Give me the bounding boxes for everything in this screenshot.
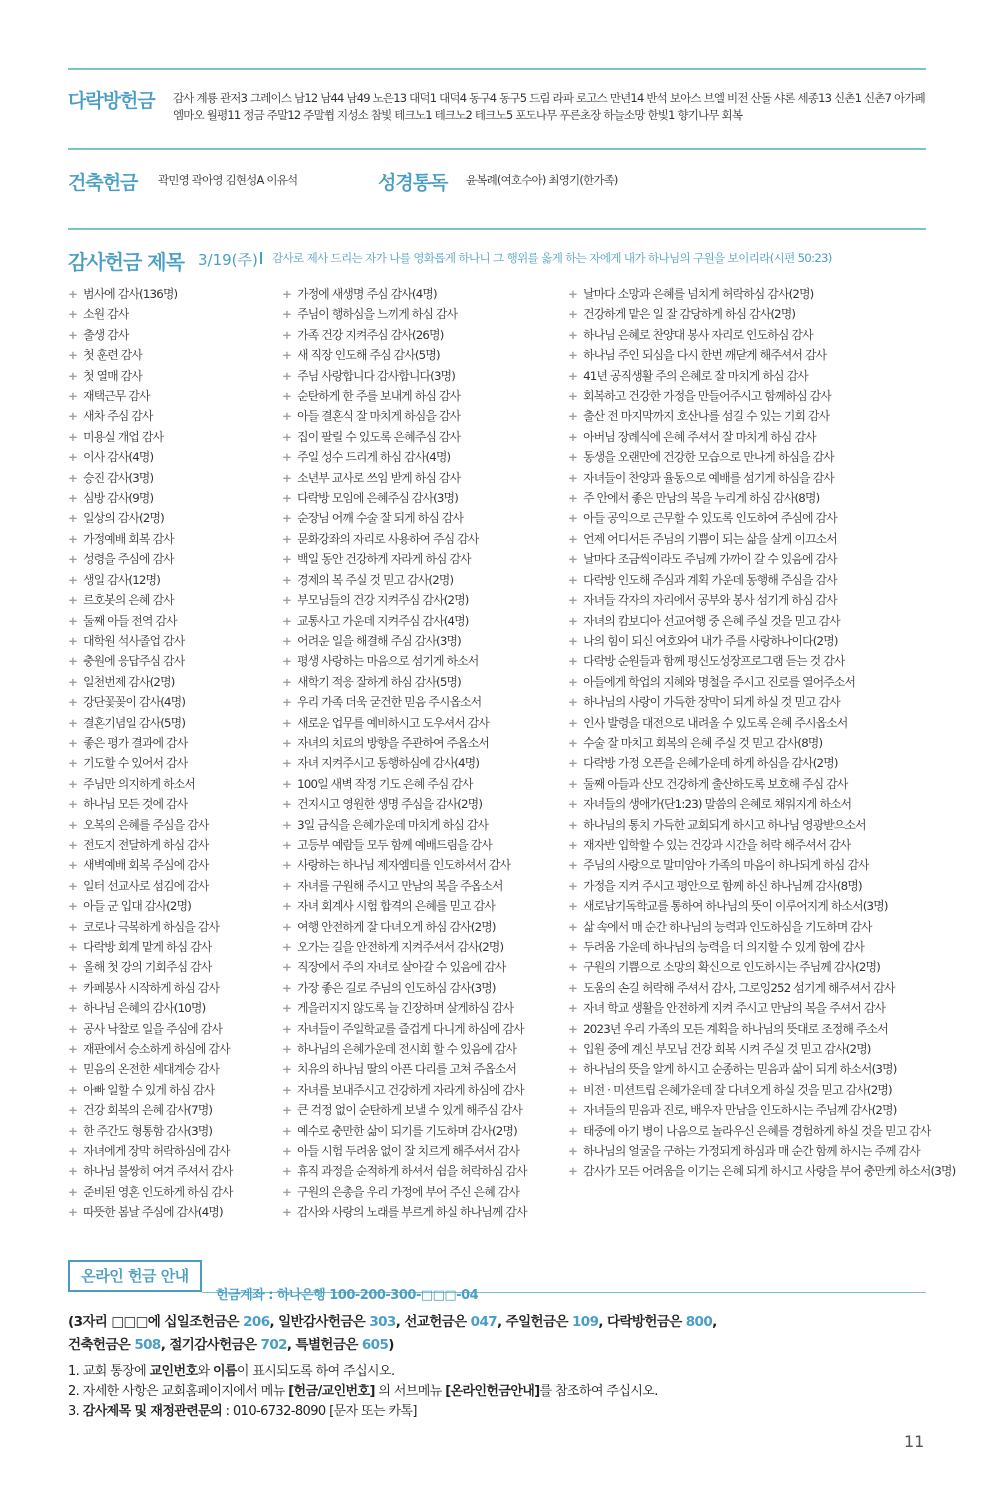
building-offering-names: 곽민영 곽아영 김현성A 이유석 xyxy=(158,173,298,187)
thanks-item: + 태중에 아기 병이 나음으로 놀라우신 은혜를 경험하게 하실 것을 믿고 감사 xyxy=(568,1121,955,1141)
online-offering-heading-box xyxy=(68,1260,202,1292)
text-segment: , 다락방헌금은 xyxy=(598,1314,686,1330)
thanks-offering-title: 감사헌금 제목 xyxy=(68,250,184,274)
text-segment: : 010-6732-8090 [문자 또는 카톡] xyxy=(222,1404,417,1419)
thanks-item: + 입원 중에 계신 부모님 건강 회복 시켜 주실 것 믿고 감사(2명) xyxy=(568,1039,955,1059)
thanks-item: + 새벽예배 회복 주심에 감사 xyxy=(68,855,233,875)
highlighted-text: 800 xyxy=(685,1314,713,1330)
thanks-item: + 다락방 회계 맡게 하심 감사 xyxy=(68,937,233,957)
thanks-item: + 수술 잘 마치고 회복의 은혜 주실 것 믿고 감사(8명) xyxy=(568,733,955,753)
thanks-item: + 자녀들이 주일학교를 즐겁게 다니게 하심에 감사 xyxy=(282,1019,527,1039)
thanks-item: + 새학기 적응 잘하게 하심 감사(5명) xyxy=(282,672,527,692)
thanks-item: + 새 직장 인도해 주심 감사(5명) xyxy=(282,345,527,365)
thanks-item: + 아버님 장례식에 은혜 주셔서 잘 마치게 하심 감사 xyxy=(568,427,955,447)
thanks-item: + 직장에서 주의 자녀로 살아갈 수 있음에 감사 xyxy=(282,957,527,977)
thanks-item: + 날마다 조금씩이라도 주님께 가까이 갈 수 있음에 감사 xyxy=(568,549,955,569)
thanks-item: + 2023년 우리 가족의 모든 계획을 하나님의 뜻대로 조정해 주소서 xyxy=(568,1019,955,1039)
thanks-item: + 건강 회복의 은혜 감사(7명) xyxy=(68,1100,233,1120)
thanks-item: + 자녀들이 찬양과 율동으로 예배를 섬기게 하심을 감사 xyxy=(568,468,955,488)
thanks-offering-date: 3/19(주) xyxy=(198,251,258,269)
thanks-item: + 주님의 사랑으로 말미암아 가족의 마음이 하나되게 하심 감사 xyxy=(568,855,955,875)
thanks-item: + 충원에 응답주심 감사 xyxy=(68,651,233,671)
thanks-item: + 카페봉사 시작하게 하심 감사 xyxy=(68,978,233,998)
thanks-item: + 다락방 인도해 주심과 계획 가운데 동행해 주심을 감사 xyxy=(568,570,955,590)
thanks-list-column-1 xyxy=(68,284,233,1223)
thanks-item: + 첫 열매 감사 xyxy=(68,366,233,386)
thanks-item: + 재택근무 감사 xyxy=(68,386,233,406)
thanks-item: + 코로나 극복하게 하심을 감사 xyxy=(68,917,233,937)
thanks-item: + 믿음의 온전한 세대계승 감사 xyxy=(68,1059,233,1079)
thanks-item: + 회복하고 건강한 가정을 만들어주시고 함께하심 감사 xyxy=(568,386,955,406)
thanks-item: + 하나님의 뜻을 알게 하시고 순종하는 믿음과 삶이 되게 하소서(3명) xyxy=(568,1059,955,1079)
thanks-item: + 오복의 은혜를 주심을 감사 xyxy=(68,815,233,835)
thanks-item: + 이사 감사(4명) xyxy=(68,447,233,467)
thanks-item: + 주일 성수 드리게 하심 감사(4명) xyxy=(282,447,527,467)
text-segment: , 일반감사헌금은 xyxy=(269,1314,370,1330)
instruction-note-2 xyxy=(68,1380,658,1399)
divider-after-building xyxy=(68,228,926,230)
highlighted-text: 이름 xyxy=(212,1364,237,1379)
thanks-item: + 따뜻한 봄날 주심에 감사(4명) xyxy=(68,1202,233,1222)
thanks-item: + 평생 사랑하는 마음으로 섬기게 하소서 xyxy=(282,651,527,671)
thanks-item: + 승진 감사(3명) xyxy=(68,468,233,488)
thanks-item: + 출산 전 마지막까지 호산나를 섬길 수 있는 기회 감사 xyxy=(568,406,955,426)
thanks-item: + 둘째 아들과 산모 건강하게 출산하도록 보호해 주심 감사 xyxy=(568,774,955,794)
thanks-item: + 가정을 지켜 주시고 평안으로 함께 하신 하나님께 감사(8명) xyxy=(568,876,955,896)
highlighted-text: 206 xyxy=(243,1314,270,1330)
darakbang-offering-names xyxy=(173,90,925,124)
thanks-item: + 전도지 전달하게 하심 감사 xyxy=(68,835,233,855)
thanks-item: + 가족 건강 지켜주심 감사(26명) xyxy=(282,325,527,345)
thanks-item: + 좋은 평가 결과에 감사 xyxy=(68,733,233,753)
thanks-item: + 출생 감사 xyxy=(68,325,233,345)
highlighted-text: 감사제목 및 재정관련문의 xyxy=(82,1404,223,1419)
thanks-item: + 재판에서 승소하게 하심에 감사 xyxy=(68,1039,233,1059)
thanks-item: + 고등부 예람들 모두 함께 예배드림을 감사 xyxy=(282,835,527,855)
thanks-item: + 가정예배 회복 감사 xyxy=(68,529,233,549)
thanks-item: + 하나님 은혜로 찬양대 봉사 자리로 인도하심 감사 xyxy=(568,325,955,345)
thanks-item: + 인사 발령을 대전으로 내려올 수 있도록 은혜 주시옵소서 xyxy=(568,713,955,733)
thanks-item: + 하나님 모든 것에 감사 xyxy=(68,794,233,814)
thanks-item: + 아들 공익으로 근무할 수 있도록 인도하여 주심에 감사 xyxy=(568,508,955,528)
thanks-item: + 생일 감사(12명) xyxy=(68,570,233,590)
thanks-item: + 새로남기독학교를 통하여 하나님의 뜻이 이루어지게 하소서(3명) xyxy=(568,896,955,916)
thanks-item: + 자녀들의 생애가(단1:23) 말씀의 은혜로 채워지게 하소서 xyxy=(568,794,955,814)
thanks-item: + 재자반 입학할 수 있는 건강과 시간을 허락 해주셔서 감사 xyxy=(568,835,955,855)
thanks-item: + 하나님의 얼굴을 구하는 가정되게 하심과 매 순간 함께 하시는 주께 감사 xyxy=(568,1141,955,1161)
thanks-item: + 자녀 회계사 시험 합격의 은혜를 믿고 감사 xyxy=(282,896,527,916)
building-offering-title: 건축헌금 xyxy=(68,172,138,194)
thanks-item: + 첫 훈련 감사 xyxy=(68,345,233,365)
thanks-item: + 자녀에게 장막 허락하심에 감사 xyxy=(68,1141,233,1161)
thanks-item: + 동생을 오랜만에 건강한 모습으로 만나게 하심을 감사 xyxy=(568,447,955,467)
highlighted-text: 702 xyxy=(260,1337,287,1353)
text-segment: 이 표시되도록 하여 주십시오. xyxy=(236,1364,395,1379)
thanks-item: + 새로운 업무를 예비하시고 도우셔서 감사 xyxy=(282,713,527,733)
thanks-item: + 다락방 순원들과 함께 평신도성장프로그램 듣는 것 감사 xyxy=(568,651,955,671)
highlighted-text: 605 xyxy=(361,1337,389,1353)
thanks-item: + 날마다 소망과 은혜를 넘치게 허락하심 감사(2명) xyxy=(568,284,955,304)
thanks-item: + 게을러지지 않도록 늘 긴장하며 살게하심 감사 xyxy=(282,998,527,1018)
highlighted-text: [온라인헌금안내] xyxy=(445,1384,540,1399)
top-divider xyxy=(68,68,926,70)
text-segment: ) xyxy=(388,1337,394,1353)
thanks-item: + 주 안에서 좋은 만남의 복을 누리게 하심 감사(8명) xyxy=(568,488,955,508)
thanks-item: + 100일 새벽 작정 기도 은혜 주심 감사 xyxy=(282,774,527,794)
thanks-item: + 다락방 모임에 은혜주심 감사(3명) xyxy=(282,488,527,508)
thanks-offering-verse: 감사로 제사 드리는 자가 나를 영화롭게 하나니 그 행위를 옳게 하는 자에게 내가 하나님의 구원을 보이리라(시편 50:23) xyxy=(272,251,832,265)
thanks-item: + 강단꽃꽂이 감사(4명) xyxy=(68,692,233,712)
thanks-item: + 한 주간도 형통함 감사(3명) xyxy=(68,1121,233,1141)
thanks-item: + 감사와 사랑의 노래를 부르게 하실 하나님께 감사 xyxy=(282,1202,527,1222)
thanks-item: + 심방 감사(9명) xyxy=(68,488,233,508)
thanks-item: + 자녀 학교 생활을 안전하게 지켜 주시고 만남의 복을 주셔서 감사 xyxy=(568,998,955,1018)
thanks-item: + 공사 낙찰로 일을 주심에 감사 xyxy=(68,1019,233,1039)
thanks-item: + 일천번제 감사(2명) xyxy=(68,672,233,692)
thanks-item: + 자녀를 구원해 주시고 만남의 복을 주옵소서 xyxy=(282,876,527,896)
thanks-item: + 범사에 감사(136명) xyxy=(68,284,233,304)
instruction-note-3 xyxy=(68,1400,417,1419)
highlighted-text: 109 xyxy=(571,1314,599,1330)
page-number: 11 xyxy=(904,1432,925,1451)
thanks-item: + 삶 속에서 매 순간 하나님의 능력과 인도하심을 기도하며 감사 xyxy=(568,917,955,937)
thanks-item: + 순탄하게 한 주를 보내게 하심 감사 xyxy=(282,386,527,406)
text-segment: 와 xyxy=(197,1364,213,1379)
thanks-item: + 건지시고 영원한 생명 주심을 감사(2명) xyxy=(282,794,527,814)
thanks-list-column-2 xyxy=(282,284,527,1223)
highlighted-text: 047 xyxy=(470,1314,498,1330)
thanks-item: + 오가는 길을 안전하게 지켜주셔서 감사(2명) xyxy=(282,937,527,957)
bible-reading-names: 윤복례(여호수아) 최영기(한가족) xyxy=(466,173,618,187)
text-segment: , 특별헌금은 xyxy=(286,1337,362,1353)
thanks-item: + 우리 가족 더욱 굳건한 믿음 주시옵소서 xyxy=(282,692,527,712)
thanks-item: + 건강하게 맡은 일 잘 감당하게 하심 감사(2명) xyxy=(568,304,955,324)
thanks-item: + 나의 힘이 되신 여호와여 내가 주를 사랑하나이다(2명) xyxy=(568,631,955,651)
highlighted-text: 303 xyxy=(369,1314,396,1330)
darakbang-offering-title: 다락방헌금 xyxy=(68,90,155,112)
thanks-item: + 순장님 어깨 수술 잘 되게 하심 감사 xyxy=(282,508,527,528)
thanks-item: + 감사가 모든 어려움을 이기는 은혜 되게 하시고 사랑을 부어 충만케 하소서(3명) xyxy=(568,1161,955,1181)
thanks-item: + 자녀들 각자의 자리에서 공부와 봉사 섬기게 하심 감사 xyxy=(568,590,955,610)
text-segment: , 주일헌금은 xyxy=(497,1314,572,1330)
thanks-item: + 사랑하는 하나님 제자엠티를 인도하셔서 감사 xyxy=(282,855,527,875)
darakbang-names-line-1: 감사 계룡 관저3 그레이스 남12 남44 남49 노은13 대덕1 대덕4 동구4 동구5 드림 라파 로고스 만년14 반석 보아스 브엘 비전 산돌 샤론 세종13 신촌1 신촌7 아가페 xyxy=(173,91,925,105)
highlighted-text: 508 xyxy=(134,1337,161,1353)
thanks-item: + 구원의 은총을 우리 가정에 부어 주신 은혜 감사 xyxy=(282,1182,527,1202)
thanks-item: + 둘째 아들 전역 감사 xyxy=(68,611,233,631)
thanks-item: + 교통사고 가운데 지켜주심 감사(4명) xyxy=(282,611,527,631)
thanks-item: + 하나님 주인 되심을 다시 한번 깨닫게 해주셔서 감사 xyxy=(568,345,955,365)
offering-codes-line-2 xyxy=(68,1333,394,1353)
thanks-item: + 결혼기념일 감사(5명) xyxy=(68,713,233,733)
title-separator-bar xyxy=(260,252,262,264)
text-segment: 2. 자세한 사항은 교회홈페이지에서 메뉴 xyxy=(68,1384,289,1399)
text-segment: , 절기감사헌금은 xyxy=(160,1337,261,1353)
thanks-item: + 아들 결혼식 잘 마치게 하심을 감사 xyxy=(282,406,527,426)
thanks-item: + 자녀들의 믿음과 진로, 배우자 만남을 인도하시는 주님께 감사(2명) xyxy=(568,1100,955,1120)
thanks-item: + 아들에게 학업의 지혜와 명철을 주시고 진로를 열어주소서 xyxy=(568,672,955,692)
thanks-item: + 비전 · 미션트립 은혜가운데 잘 다녀오게 하실 것을 믿고 감사(2명) xyxy=(568,1080,955,1100)
thanks-item: + 집이 팔릴 수 있도록 은혜주심 감사 xyxy=(282,427,527,447)
thanks-list-column-3 xyxy=(568,284,955,1182)
thanks-item: + 다락방 가정 오픈을 은혜가운데 하게 하심을 감사(2명) xyxy=(568,753,955,773)
thanks-item: + 르호봇의 은혜 감사 xyxy=(68,590,233,610)
thanks-item: + 하나님 은혜의 감사(10명) xyxy=(68,998,233,1018)
thanks-item: + 큰 걱정 없이 순탄하게 보낼 수 있게 해주심 감사 xyxy=(282,1100,527,1120)
thanks-item: + 예수로 충만한 삶이 되기를 기도하며 감사(2명) xyxy=(282,1121,527,1141)
bible-reading-title: 성경통독 xyxy=(378,172,448,194)
thanks-item: + 자녀의 치료의 방향을 주관하여 주옵소서 xyxy=(282,733,527,753)
offering-account-number: 헌금계좌 : 하나은행 100-200-300-□□□-04 xyxy=(216,1288,479,1303)
thanks-item: + 소년부 교사로 쓰임 받게 하심 감사 xyxy=(282,468,527,488)
thanks-item: + 미용실 개업 감사 xyxy=(68,427,233,447)
thanks-item: + 부모님들의 건강 지켜주심 감사(2명) xyxy=(282,590,527,610)
highlighted-text: 교인번호 xyxy=(149,1364,198,1379)
online-offering-title: 온라인 헌금 안내 xyxy=(81,1267,189,1285)
thanks-item: + 문화강좌의 자리로 사용하여 주심 감사 xyxy=(282,529,527,549)
thanks-item: + 일상의 감사(2명) xyxy=(68,508,233,528)
thanks-item: + 대학원 석사졸업 감사 xyxy=(68,631,233,651)
thanks-item: + 자녀 지켜주시고 동행하심에 감사(4명) xyxy=(282,753,527,773)
thanks-item: + 휴직 과정을 순적하게 하셔서 쉼을 허락하심 감사 xyxy=(282,1161,527,1181)
thanks-item: + 구원의 기쁨으로 소망의 확신으로 인도하시는 주님께 감사(2명) xyxy=(568,957,955,977)
thanks-item: + 하나님의 은혜가운데 전시회 할 수 있음에 감사 xyxy=(282,1039,527,1059)
text-segment: 의 서브메뉴 xyxy=(374,1384,446,1399)
thanks-item: + 주님만 의지하게 하소서 xyxy=(68,774,233,794)
text-segment: 1. 교회 통장에 xyxy=(68,1364,150,1379)
instruction-note-1 xyxy=(68,1360,395,1379)
text-segment: 를 참조하여 주십시오. xyxy=(539,1384,658,1399)
thanks-item: + 기도할 수 있어서 감사 xyxy=(68,753,233,773)
thanks-item: + 하나님의 사랑이 가득한 장막이 되게 하실 것 믿고 감사 xyxy=(568,692,955,712)
thanks-item: + 성령을 주심에 감사 xyxy=(68,549,233,569)
darakbang-names-line-2: 엠마오 월평11 정금 주말12 주말쓉 지성소 참빛 테크노1 테크노2 테크노5 포도나무 푸른초장 하늘소망 한빛1 향기나무 회복 xyxy=(173,108,743,122)
text-segment: 건축헌금은 xyxy=(68,1337,135,1353)
thanks-item: + 아들 시험 두려움 없이 잘 치르게 해주셔서 감사 xyxy=(282,1141,527,1161)
text-segment: (3자리 □□□에 십일조헌금은 xyxy=(68,1314,244,1330)
thanks-item: + 아들 군 입대 감사(2명) xyxy=(68,896,233,916)
thanks-item: + 준비된 영혼 인도하게 하심 감사 xyxy=(68,1182,233,1202)
thanks-item: + 아빠 일할 수 있게 하심 감사 xyxy=(68,1080,233,1100)
text-segment: , 선교헌금은 xyxy=(395,1314,471,1330)
thanks-item: + 가정에 새생명 주심 감사(4명) xyxy=(282,284,527,304)
thanks-item: + 치유의 하나님 딸의 아픈 다리를 고쳐 주옵소서 xyxy=(282,1059,527,1079)
thanks-item: + 소원 감사 xyxy=(68,304,233,324)
thanks-item: + 41년 공직생활 주의 은혜로 잘 마치게 하심 감사 xyxy=(568,366,955,386)
thanks-item: + 가장 좋은 길로 주님의 인도하심 감사(3명) xyxy=(282,978,527,998)
thanks-item: + 여행 안전하게 잘 다녀오게 하심 감사(2명) xyxy=(282,917,527,937)
thanks-item: + 3일 금식을 은혜가운데 마치게 하심 감사 xyxy=(282,815,527,835)
thanks-item: + 자녀를 보내주시고 건강하게 자라게 하심에 감사 xyxy=(282,1080,527,1100)
thanks-item: + 두려움 가운데 하나님의 능력을 더 의지할 수 있게 함에 감사 xyxy=(568,937,955,957)
text-segment: 3. xyxy=(68,1404,83,1419)
thanks-item: + 백일 동안 건강하게 자라게 하심 감사 xyxy=(282,549,527,569)
thanks-item: + 하나님의 통치 가득한 교회되게 하시고 하나님 영광받으소서 xyxy=(568,815,955,835)
text-segment: , xyxy=(712,1314,717,1330)
thanks-item: + 언제 어디서든 주님의 기쁨이 되는 삶을 살게 이끄소서 xyxy=(568,529,955,549)
thanks-item: + 새차 주심 감사 xyxy=(68,406,233,426)
thanks-item: + 자녀의 캄보디아 선교여행 중 은혜 주실 것을 믿고 감사 xyxy=(568,611,955,631)
thanks-item: + 경제의 복 주실 것 믿고 감사(2명) xyxy=(282,570,527,590)
offering-codes-line-1 xyxy=(68,1310,717,1330)
thanks-item: + 일터 선교사로 섬김에 감사 xyxy=(68,876,233,896)
thanks-item: + 올해 첫 강의 기회주심 감사 xyxy=(68,957,233,977)
thanks-item: + 어려운 일을 해결해 주심 감사(3명) xyxy=(282,631,527,651)
thanks-item: + 주님이 행하심을 느끼게 하심 감사 xyxy=(282,304,527,324)
thanks-item: + 주님 사랑합니다 감사합니다(3명) xyxy=(282,366,527,386)
thanks-item: + 하나님 불쌍히 여겨 주셔서 감사 xyxy=(68,1161,233,1181)
thanks-item: + 도움의 손길 허락해 주셔서 감사, 그로잉252 섬기게 해주셔서 감사 xyxy=(568,978,955,998)
highlighted-text: [헌금/교인번호] xyxy=(288,1384,375,1399)
divider-after-darakbang xyxy=(68,148,926,150)
